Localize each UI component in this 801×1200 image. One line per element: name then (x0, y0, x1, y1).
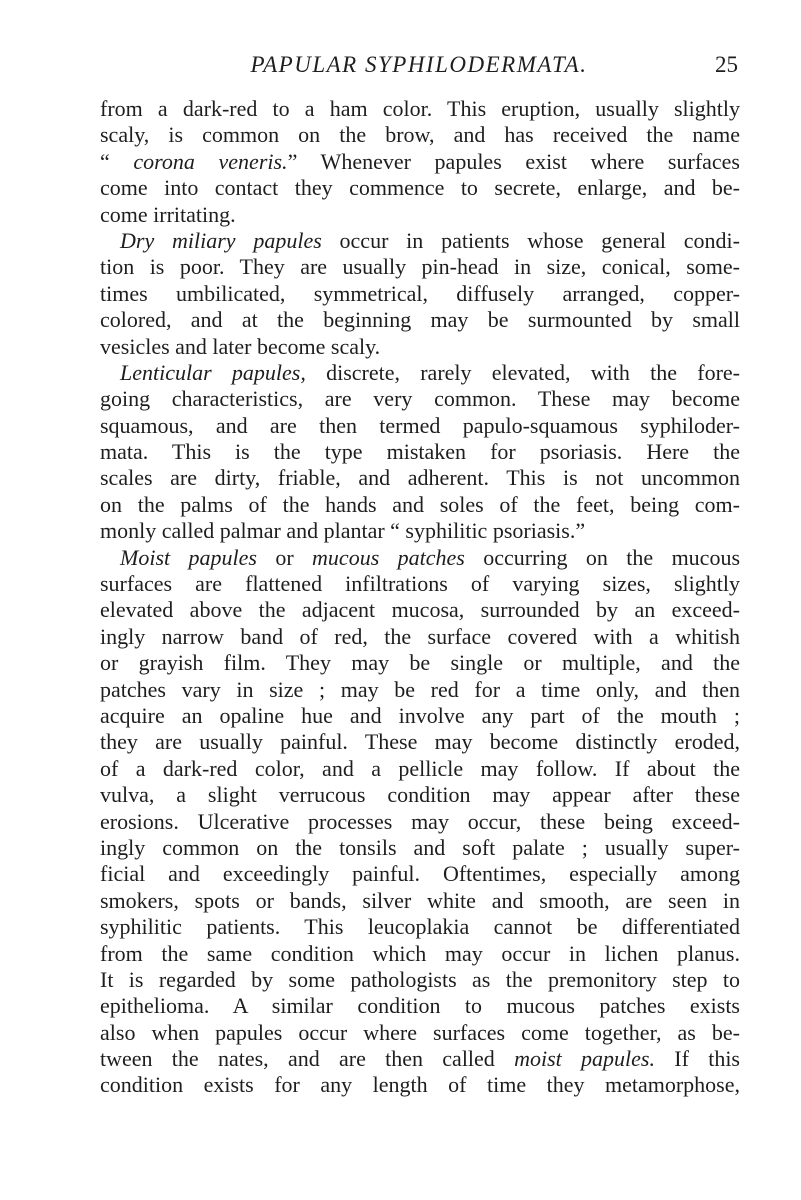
running-head (100, 50, 738, 84)
text-segment: come irritating. (100, 201, 236, 227)
running-title: PAPULAR SYPHILODERMATA. (250, 52, 588, 77)
text-line (100, 386, 740, 412)
text-segment: squamous, and are then termed papulo-squamous syphiloder- (100, 412, 740, 438)
text-segment: smokers, spots or bands, silver white and smooth, are seen in (100, 887, 740, 913)
text-segment: come into contact they commence to secrete, enlarge, and be- (100, 175, 740, 201)
page-number: 25 (715, 52, 738, 77)
text-line (100, 703, 740, 729)
text-line (100, 677, 740, 703)
text-segment: scaly, is common on the brow, and has received the name (100, 122, 740, 148)
text-segment: It is regarded by some pathologists as the premonitory step to (100, 966, 740, 992)
text-segment: condition exists for any length of time they metamorphose, (100, 1072, 740, 1098)
text-segment: occurring on the mucous (464, 544, 741, 570)
italic-text: Lenticular papules, (120, 359, 306, 385)
text-line (100, 96, 740, 122)
text-line (100, 888, 740, 914)
text-segment: syphilitic patients. This leucoplakia cannot be differentiated (100, 914, 740, 940)
text-segment: they are usually painful. These may become distinctly eroded, (100, 729, 740, 755)
italic-text: corona veneris. (133, 148, 288, 174)
text-line (100, 360, 740, 386)
text-line (100, 1072, 740, 1098)
text-line (100, 413, 740, 439)
text-segment: or (256, 544, 313, 570)
body-text (100, 96, 740, 1099)
text-line (100, 835, 740, 861)
text-line (100, 993, 740, 1019)
text-segment: ficial and exceedingly painful. Oftentimes, especially among (100, 861, 740, 887)
text-line (100, 650, 740, 676)
text-line (100, 756, 740, 782)
text-segment: erosions. Ulcerative processes may occur, these being exceed- (100, 808, 740, 834)
text-line (100, 782, 740, 808)
text-segment: of a dark-red color, and a pellicle may follow. If about the (100, 755, 740, 781)
text-segment: If this (655, 1046, 740, 1072)
text-segment: from a dark-red to a ham color. This eruption, usually slightly (100, 96, 740, 121)
text-segment: vulva, a slight verrucous condition may appear after these (100, 782, 740, 808)
text-segment: times umbilicated, symmetrical, diffusely arranged, copper- (100, 280, 740, 306)
text-line (100, 861, 740, 887)
text-segment: or grayish film. They may be single or multiple, and the (100, 650, 740, 676)
text-segment: going characteristics, are very common. These may become (100, 386, 740, 412)
text-segment: patches vary in size ; may be red for a time only, and then (100, 676, 740, 702)
text-segment: ” Whenever papules exist where surfaces (287, 148, 740, 174)
text-segment: vesicles and later become scaly. (100, 333, 381, 359)
text-line (100, 149, 740, 175)
text-segment: occur in patients whose general condi- (321, 227, 740, 253)
text-segment: tion is poor. They are usually pin-head in size, conical, some- (100, 254, 740, 280)
text-line (100, 1046, 740, 1072)
text-line (100, 967, 740, 993)
text-line (100, 465, 740, 491)
text-segment: colored, and at the beginning may be surmounted by small (100, 307, 740, 333)
italic-text: mucous patches (312, 544, 465, 570)
text-segment: surfaces are flattened infiltrations of varying sizes, slightly (100, 571, 740, 597)
italic-text: moist papules. (514, 1046, 655, 1072)
text-line (100, 439, 740, 465)
text-line (100, 941, 740, 967)
text-line (100, 202, 740, 228)
text-line (100, 809, 740, 835)
text-segment: also when papules occur where surfaces come together, as be- (100, 1019, 740, 1045)
text-line (100, 175, 740, 201)
text-line (100, 545, 740, 571)
text-line (100, 914, 740, 940)
text-segment: acquire an opaline hue and involve any part of the mouth ; (100, 702, 740, 728)
text-line (100, 729, 740, 755)
text-segment: ingly common on the tonsils and soft palate ; usually super- (100, 834, 740, 860)
text-line (100, 281, 740, 307)
text-segment: scales are dirty, friable, and adherent. This is not uncommon (100, 465, 740, 491)
text-line (100, 492, 740, 518)
text-line (100, 597, 740, 623)
text-line (100, 334, 740, 360)
text-line (100, 307, 740, 333)
text-line (100, 254, 740, 280)
italic-text: Moist papules (120, 544, 257, 570)
text-line (100, 122, 740, 148)
text-line (100, 624, 740, 650)
italic-text: Dry miliary papules (120, 227, 322, 253)
text-segment: epithelioma. A similar condition to mucous patches exists (100, 993, 740, 1019)
text-line (100, 1020, 740, 1046)
text-line (100, 228, 740, 254)
text-segment: elevated above the adjacent mucosa, surrounded by an exceed- (100, 597, 740, 623)
text-segment: “ (100, 148, 134, 174)
text-segment: tween the nates, and are then called (100, 1046, 515, 1072)
text-line (100, 571, 740, 597)
text-segment: monly called palmar and plantar “ syphilitic psoriasis.” (100, 518, 586, 544)
text-segment: mata. This is the type mistaken for psoriasis. Here the (100, 439, 740, 465)
text-segment: from the same condition which may occur in lichen planus. (100, 940, 740, 966)
text-segment: on the palms of the hands and soles of the feet, being com- (100, 491, 740, 517)
text-segment: discrete, rarely elevated, with the fore- (305, 359, 740, 385)
text-segment: ingly narrow band of red, the surface covered with a whitish (100, 623, 740, 649)
text-line (100, 518, 740, 544)
